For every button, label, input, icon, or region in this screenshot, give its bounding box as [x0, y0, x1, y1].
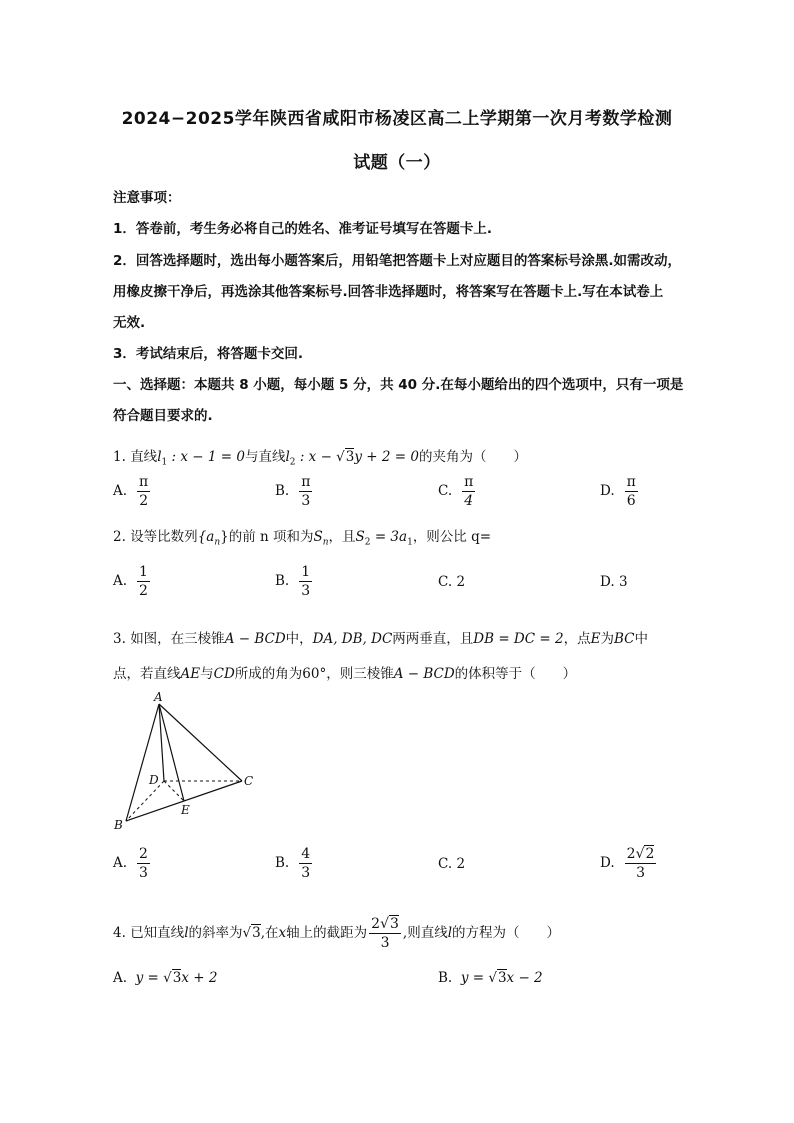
q3-option-b [275, 846, 312, 881]
q3-option-c [438, 856, 465, 872]
fraction-denominator: 4 [464, 493, 474, 510]
option-equation-end: x + 2 [181, 970, 218, 986]
q2-text-1: 设等比数列 [130, 529, 198, 545]
q1-option-a [113, 474, 150, 509]
q4-text: 的方程为（ ） [452, 925, 561, 942]
q2-eq-mid: = 3a [370, 529, 408, 545]
q3-edges: DA, DB, DC [312, 631, 393, 647]
fraction-denominator: 2 [139, 493, 149, 510]
notes-heading: 注意事项： [113, 190, 181, 206]
q2-number: 2. [113, 529, 126, 545]
q2-eq-s-sub: 2 [364, 537, 371, 548]
q2-text-4: ，则公比 q= [412, 529, 492, 545]
option-fraction [625, 846, 657, 881]
q4-text: 的斜率为 [188, 925, 243, 942]
option-fraction [137, 564, 150, 599]
q2-sequence: {a [197, 529, 215, 545]
q2-text-2: 的前 n 项和为 [228, 529, 314, 545]
q4-line-l: l [184, 925, 189, 942]
q2-sum-sub: n [322, 537, 329, 548]
q3-point-e: E [590, 631, 601, 647]
radical-sign-icon: √ [336, 449, 345, 465]
q1-text-1: 直线 [130, 449, 158, 465]
q4-number: 4. [113, 925, 126, 942]
note-3 [113, 342, 303, 362]
note-2-number: 2． [113, 253, 136, 269]
q3-line-cd: CD [213, 666, 235, 682]
q3-text: 中， [285, 631, 313, 647]
q3-option-a [113, 846, 150, 881]
vertex-label-d: D [149, 773, 159, 787]
q3-text: 中 [634, 631, 648, 647]
option-fraction [299, 474, 312, 509]
note-2-line2: 用橡皮擦干净后，再选涂其他答案标号.回答非选择题时，将答案写在答题卡上.写在本试卷上 [113, 284, 664, 300]
option-label: A. [113, 573, 128, 590]
note-2-line3: 无效. [113, 315, 146, 331]
fraction-denominator: 3 [301, 865, 311, 882]
q1-text-3: 的夹角为（ ） [418, 449, 527, 465]
q1-l1-equation: : x − 1 = 0 [167, 449, 245, 465]
fraction-denominator: 3 [301, 583, 311, 600]
q3-tetrahedron: A − BCD [393, 666, 455, 682]
radical-sign-icon: √ [242, 925, 252, 942]
q2-text-3: ，且 [328, 529, 356, 545]
option-label: C. [438, 483, 453, 500]
radical-sign-icon: √ [163, 970, 172, 986]
question-3-stem-line1 [113, 627, 648, 647]
q1-l1-sub: 1 [161, 457, 168, 468]
vertex-label-b: B [114, 818, 123, 832]
q1-l2-equation-a: : x − [295, 449, 337, 465]
option-label: A. [113, 483, 128, 500]
fraction-numerator: π [625, 474, 638, 492]
q3-text: 与 [200, 666, 214, 682]
q2-sequence-close: } [220, 529, 229, 545]
fraction-numerator [369, 916, 401, 934]
q3-tetrahedron: A − BCD [224, 631, 286, 647]
fraction-denominator: 3 [139, 865, 148, 882]
q4-text: 轴上的截距为 [286, 925, 368, 942]
option-fraction [625, 474, 638, 509]
fraction-numerator: 4 [299, 846, 312, 864]
numerator-coefficient: 2 [371, 916, 381, 932]
option-label: A. [113, 970, 128, 986]
q2-option-c [438, 574, 465, 590]
option-fraction [299, 846, 312, 881]
option-label: B. [275, 483, 290, 500]
question-1-stem [113, 445, 527, 468]
q2-option-d [600, 574, 628, 590]
edge-ac [159, 704, 242, 781]
option-fraction [137, 474, 150, 509]
option-label: D. [600, 855, 615, 872]
q2-option-b [275, 564, 312, 599]
numerator-radicand: 2 [645, 846, 655, 862]
fraction-denominator: 3 [380, 935, 390, 952]
fraction-numerator: 1 [299, 564, 312, 582]
fraction-denominator: 3 [636, 865, 645, 882]
option-fraction [299, 564, 312, 599]
document-title-line1: 2024−2025学年陕西省咸阳市杨凌区高二上学期第一次月考数学检测 [121, 109, 673, 129]
q3-text: 点，若直线 [113, 666, 181, 682]
q3-line-ae: AE [180, 666, 201, 682]
fraction-numerator: 1 [137, 564, 150, 582]
tetrahedron-figure [108, 690, 268, 835]
q2-eq-s: S [355, 529, 365, 545]
q2-sequence-sub: n [214, 537, 221, 548]
question-3-stem-line2 [113, 662, 576, 682]
option-label: B. [275, 855, 290, 872]
q3-equation: DB = DC = 2 [473, 631, 564, 647]
q4-text: 已知直线 [130, 925, 185, 942]
q4-x-axis: x [278, 925, 287, 942]
q3-number: 3. [113, 631, 126, 647]
note-1-text: 答卷前，考生务必将自己的姓名、准考证号填写在答题卡上. [135, 221, 493, 237]
note-1 [113, 217, 492, 237]
fraction-numerator: 2 [137, 846, 150, 864]
option-fraction [462, 474, 475, 509]
note-1-number: 1． [113, 221, 136, 237]
option-label: C. [438, 856, 453, 872]
section-heading-line2: 符合题目要求的. [113, 408, 213, 424]
q3-text: 的体积等于（ ） [454, 666, 577, 682]
fraction-denominator: 3 [301, 493, 311, 510]
q1-text-2: 与直线 [244, 449, 286, 465]
q4-text: ,在 [260, 925, 279, 942]
numerator-coefficient: 2 [626, 846, 636, 862]
option-equation-start: y = [135, 970, 164, 986]
option-radicand: 3 [172, 970, 182, 986]
radical-sign-icon: √ [635, 846, 645, 862]
option-value: 2 [456, 574, 466, 590]
q2-option-a [113, 564, 150, 599]
fraction-numerator [625, 846, 657, 864]
q3-segment-bc: BC [613, 631, 635, 647]
note-2-text-1: 回答选择题时，选出每小题答案后，用铅笔把答题卡上对应题目的答案标号涂黑.如需改动， [135, 253, 682, 269]
q1-l2-sub: 2 [289, 457, 296, 468]
document-title-line2: 试题（一） [353, 153, 441, 173]
note-3-number: 3． [113, 346, 136, 362]
note-2-line1 [113, 249, 681, 269]
radical-sign-icon: √ [488, 970, 497, 986]
q3-text: 所成的角为 [234, 666, 303, 682]
option-fraction [137, 846, 150, 881]
vertex-label-a: A [154, 690, 163, 704]
q1-number: 1. [113, 449, 126, 465]
fraction-denominator: 2 [139, 583, 148, 600]
fraction-numerator: π [137, 474, 150, 492]
q3-text: 为 [600, 631, 614, 647]
option-label: B. [275, 573, 290, 590]
q1-l2-sqrt: 3 [345, 449, 355, 465]
fraction-numerator: π [462, 474, 475, 492]
point-label-e: E [181, 803, 190, 817]
question-4-stem [113, 916, 560, 951]
option-equation-end: x − 2 [506, 970, 543, 986]
q4-line-l: l [447, 925, 453, 942]
q1-option-c [438, 474, 475, 509]
fraction-denominator: 6 [626, 493, 636, 510]
option-radicand: 3 [497, 970, 507, 986]
option-label: B. [438, 970, 453, 986]
section-heading-line1: 一、选择题：本题共 8 小题，每小题 5 分，共 40 分.在每小题给出的四个选项中，只有一项是 [113, 377, 684, 393]
option-value: 2 [456, 856, 466, 872]
numerator-radicand: 3 [389, 916, 399, 932]
question-2-stem [113, 525, 491, 548]
q1-l2-equation-b: y + 2 = 0 [354, 449, 419, 465]
q1-l1: l [157, 449, 162, 465]
q4-intercept-fraction [369, 916, 401, 951]
q1-option-b [275, 474, 312, 509]
fraction-numerator: π [299, 474, 312, 492]
q2-sum: S [313, 529, 323, 545]
option-label: C. [438, 574, 453, 590]
option-label: D. [600, 483, 615, 500]
option-value: 3 [618, 574, 628, 590]
note-3-text: 考试结束后，将答题卡交回. [135, 346, 304, 362]
option-equation-start: y = [460, 970, 489, 986]
q1-option-d [600, 474, 638, 509]
radical-sign-icon: √ [380, 916, 389, 932]
q3-text: 如图，在三棱锥 [130, 631, 225, 647]
q4-slope-radicand: 3 [252, 925, 261, 942]
option-label: A. [113, 855, 128, 872]
q2-eq-a-sub: 1 [407, 537, 413, 548]
q4-option-a [113, 970, 217, 986]
q4-option-b [438, 970, 543, 986]
q3-angle: 60° [302, 666, 327, 682]
q3-option-d [600, 846, 656, 881]
q3-text: ，点 [563, 631, 591, 647]
q3-text: ，则三棱锥 [326, 666, 394, 682]
q4-text: ,则直线 [402, 925, 448, 942]
vertex-label-c: C [244, 774, 254, 788]
q3-text: 两两垂直，且 [392, 631, 474, 647]
q1-l2: l [285, 449, 290, 465]
option-label: D. [600, 574, 615, 590]
